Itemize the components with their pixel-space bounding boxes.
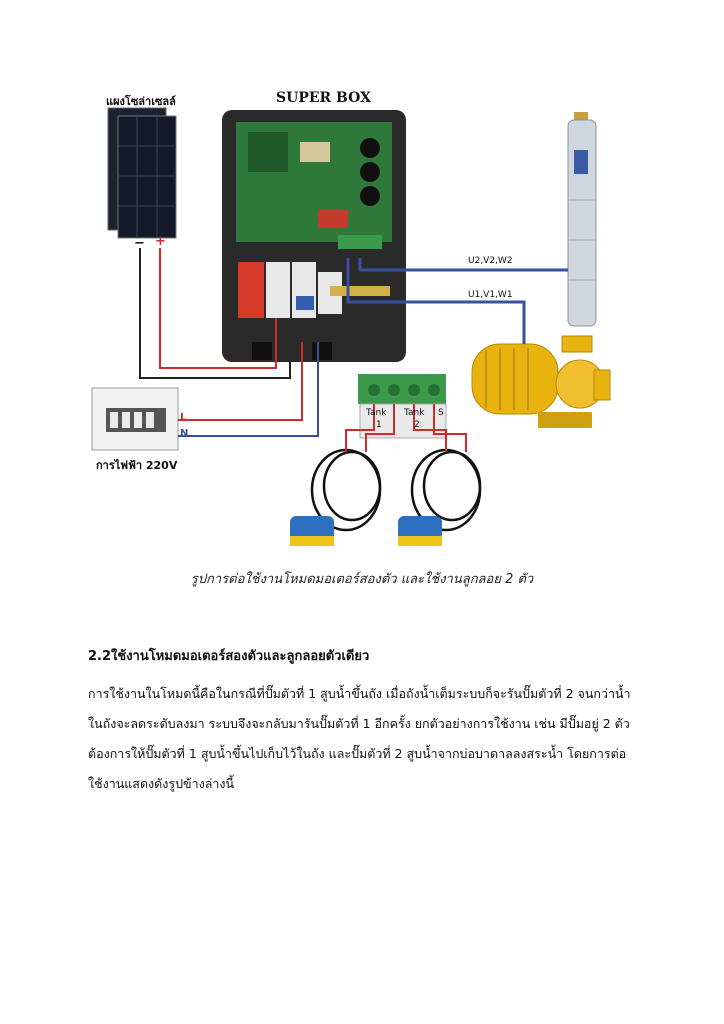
super-box-illustration: [222, 110, 406, 362]
float-switch-illustration: [290, 450, 480, 546]
solar-minus-label: −: [134, 236, 145, 251]
section-heading: 2.2ใช้งานโหมดมอเตอร์สองตัวและลูกลอยตัวเดียว: [88, 649, 370, 664]
pump1-wires-label: U2,V2,W2: [468, 256, 513, 266]
body-line-4: ใช้งานแสดงดังรูปข้างล่างนี้: [88, 776, 235, 791]
body-line-3: ต้องการให้ปั๊มตัวที่ 1 สูบน้ำขึ้นไปเก็บไว้ในถัง และปั๊มตัวที่ 2 สูบน้ำจากบ่อบาดาลลงสระน้ำ โดยการต่อ: [88, 746, 627, 761]
line-N-label: N: [180, 428, 189, 439]
breaker-panel-illustration: [92, 388, 178, 450]
tank1-label-num: 1: [376, 420, 382, 430]
super-box-label: SUPER BOX: [276, 90, 371, 106]
body-line-1: การใช้งานในโหมดนี้คือในกรณีที่ปั๊มตัวที่ 1 สูบน้ำขึ้นถัง เมื่อถังน้ำเต็มระบบก็จะรันปั๊มตัวที่ 2 จนกว่าน้ำ: [88, 686, 631, 701]
centrifugal-pump-illustration: [472, 336, 610, 428]
solar-plus-label: +: [155, 234, 166, 249]
grid-power-label: การไฟฟ้า 220V: [96, 459, 178, 472]
pump2-wires-label: U1,V1,W1: [468, 290, 513, 300]
tank2-label-top: Tank: [404, 408, 425, 418]
terminal-s-label: S: [438, 408, 444, 418]
figure-caption: รูปการต่อใช้งานโหมดมอเตอร์สองตัว และใช้งานลูกลอย 2 ตัว: [190, 572, 534, 587]
line-L-label: L: [180, 412, 187, 423]
submersible-pump-illustration: [568, 112, 596, 326]
terminal-block-illustration: [358, 374, 446, 438]
solar-panel-label: แผงโซล่าเซลล์: [106, 95, 176, 108]
body-line-2: ในถังจะลดระดับลงมา ระบบจึงจะกลับมารันปั๊มตัวที่ 1 อีกครั้ง ยกตัวอย่างการใช้งาน เช่น มีปั๊มอยู่ 2 ตัว: [88, 716, 630, 731]
solar-panel-illustration: [108, 108, 176, 238]
tank1-label-top: Tank: [366, 408, 387, 418]
tank2-label-num: 2: [414, 420, 420, 430]
